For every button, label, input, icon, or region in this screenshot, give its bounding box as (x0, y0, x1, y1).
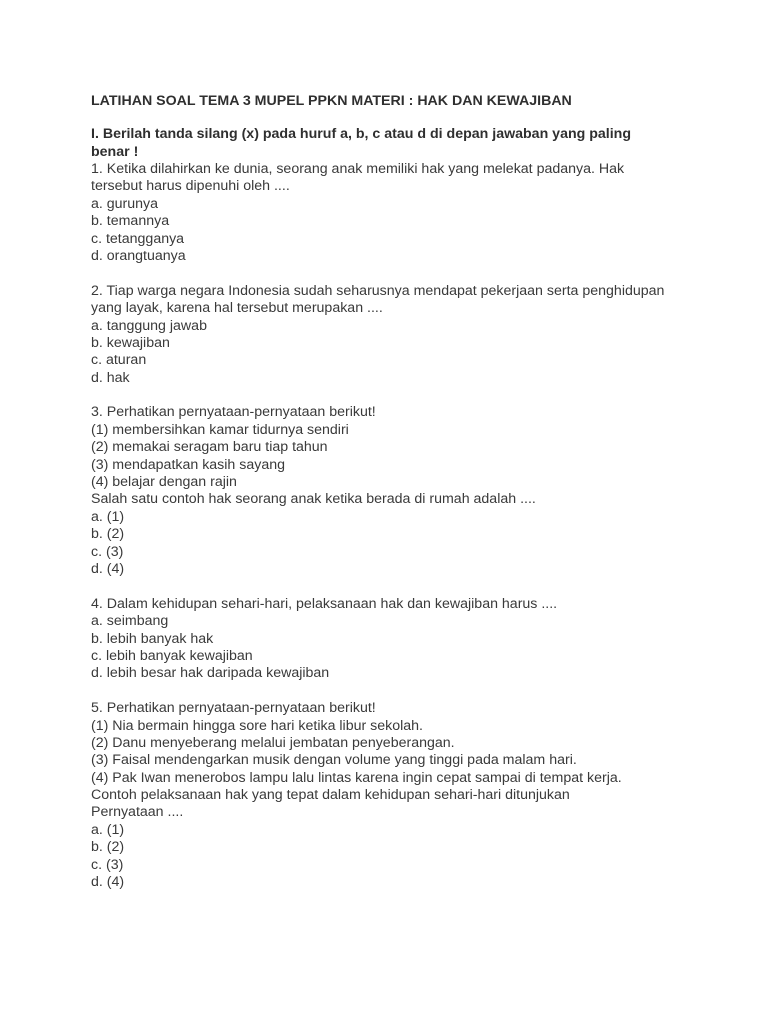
question-text: Salah satu contoh hak seorang anak ketika berada di rumah adalah .... (91, 491, 536, 508)
answer-option: a. tanggung jawab (91, 317, 207, 334)
answer-option: c. lebih banyak kewajiban (91, 647, 253, 664)
answer-option: a. (1) (91, 821, 125, 838)
question-text: 2. Tiap warga negara Indonesia sudah seharusnya mendapat pekerjaan serta penghidupan (91, 282, 665, 299)
answer-option: a. gurunya (91, 195, 159, 212)
instruction-line: I. Berilah tanda silang (x) pada huruf a, b, c atau d di depan jawaban yang paling (91, 126, 632, 142)
spacer (91, 683, 711, 700)
document-title: LATIHAN SOAL TEMA 3 MUPEL PPKN MATERI : HAK DAN KEWAJIBAN (91, 93, 572, 109)
question-3 (91, 404, 711, 578)
spacer (91, 578, 711, 595)
answer-option: b. temannya (91, 213, 170, 230)
answer-option: b. lebih banyak hak (91, 630, 214, 647)
statement-item: (4) Pak Iwan menerobos lampu lalu lintas karena ingin cepat sampai di tempat kerja. (91, 769, 622, 786)
question-text: tersebut harus dipenuhi oleh .... (91, 178, 290, 195)
instruction-line: benar ! (91, 144, 139, 160)
answer-option: d. (4) (91, 874, 125, 891)
statement-item: (3) mendapatkan kasih sayang (91, 456, 286, 473)
statement-item: (4) belajar dengan rajin (91, 474, 237, 491)
question-5 (91, 700, 711, 891)
answer-option: a. seimbang (91, 613, 169, 630)
answer-option: d. lebih besar hak daripada kewajiban (91, 665, 330, 682)
question-text: Contoh pelaksanaan hak yang tepat dalam kehidupan sehari-hari ditunjukan (91, 787, 570, 804)
instruction (91, 125, 691, 161)
statement-item: (2) Danu menyeberang melalui jembatan penyeberangan. (91, 734, 455, 751)
question-text: 3. Perhatikan pernyataan-pernyataan berikut! (91, 404, 376, 421)
answer-option: c. (3) (91, 543, 124, 560)
statement-item: (2) memakai seragam baru tiap tahun (91, 439, 328, 456)
answer-option: b. (2) (91, 526, 125, 543)
question-1 (91, 161, 711, 265)
statement-item: (1) Nia bermain hingga sore hari ketika libur sekolah. (91, 717, 423, 734)
answer-option: b. kewajiban (91, 334, 170, 351)
spacer (91, 265, 711, 282)
answer-option: b. (2) (91, 839, 125, 856)
answer-option: c. tetangganya (91, 230, 185, 247)
answer-option: d. orangtuanya (91, 247, 186, 264)
question-2 (91, 283, 711, 387)
question-text: Pernyataan .... (91, 804, 184, 821)
statement-item: (1) membersihkan kamar tidurnya sendiri (91, 421, 349, 438)
answer-option: c. (3) (91, 856, 124, 873)
answer-option: d. (4) (91, 560, 125, 577)
question-text: yang layak, karena hal tersebut merupakan .... (91, 300, 383, 317)
statement-item: (3) Faisal mendengarkan musik dengan volume yang tinggi pada malam hari. (91, 752, 577, 769)
question-text: 4. Dalam kehidupan sehari-hari, pelaksanaan hak dan kewajiban harus .... (91, 595, 558, 612)
question-text: 1. Ketika dilahirkan ke dunia, seorang anak memiliki hak yang melekat padanya. Hak (91, 161, 625, 177)
answer-option: d. hak (91, 369, 130, 386)
question-4 (91, 596, 711, 683)
spacer (91, 387, 711, 404)
answer-option: a. (1) (91, 508, 125, 525)
question-list (91, 161, 711, 891)
answer-option: c. aturan (91, 352, 147, 369)
question-text: 5. Perhatikan pernyataan-pernyataan berikut! (91, 700, 376, 717)
